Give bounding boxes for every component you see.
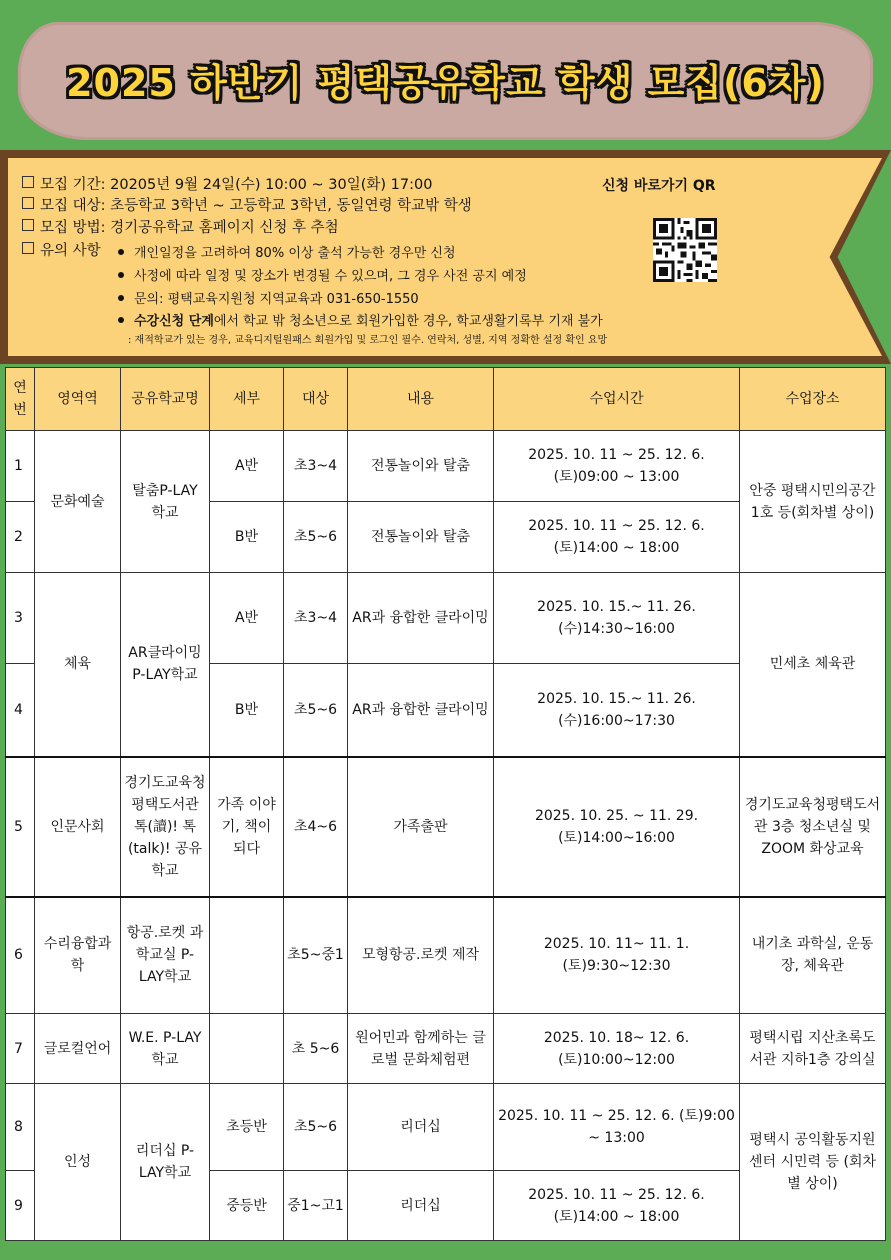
checkbox-square-icon	[22, 242, 34, 254]
cell-target: 초5~6	[284, 502, 348, 573]
cell-content: AR과 융합한 클라이밍	[348, 573, 494, 664]
table-header-row	[6, 368, 886, 431]
cell-place: 평택시립 지산초록도서관 지하1층 강의실	[740, 1014, 886, 1084]
cell-time: 2025. 10. 11~ 11. 1. (토)9:30~12:30	[494, 897, 740, 1014]
table-row	[6, 897, 886, 1014]
cell-school: 탈춤P-LAY 학교	[121, 431, 210, 573]
cell-area: 문화예술	[35, 431, 121, 573]
table-row	[6, 757, 886, 897]
cell-content: 리더십	[348, 1084, 494, 1171]
cell-place: 민세초 체육관	[740, 573, 886, 757]
info-target: 모집 대상: 초등학교 3학년 ~ 고등학교 3학년, 동일연령 학교밖 학생	[22, 194, 472, 215]
cell-time: 2025. 10. 25. ~ 11. 29. (토)14:00~16:00	[494, 757, 740, 897]
cell-no: 7	[6, 1014, 35, 1084]
header-no: 연번	[6, 368, 35, 431]
header-content: 내용	[348, 368, 494, 431]
header-target: 대상	[284, 368, 348, 431]
qr-code-icon[interactable]	[653, 218, 717, 282]
note-1: 개인일정을 고려하여 80% 이상 출석 가능한 경우만 신청	[118, 242, 456, 261]
checkbox-square-icon	[22, 219, 34, 231]
cell-target: 초4~6	[284, 757, 348, 897]
cell-detail: 가족 이야기, 책이 되다	[210, 757, 284, 897]
checkbox-square-icon	[22, 176, 34, 188]
cell-no: 5	[6, 757, 35, 897]
note-2: 사정에 따라 일정 및 장소가 변경될 수 있으며, 그 경우 사전 공지 예정	[118, 265, 527, 284]
program-table	[5, 367, 886, 1241]
cell-content: 가족출판	[348, 757, 494, 897]
cell-no: 9	[6, 1171, 35, 1241]
cell-detail: A반	[210, 431, 284, 502]
cell-time: 2025. 10. 11 ~ 25. 12. 6. (토)9:00 ~ 13:00	[494, 1084, 740, 1171]
header-school: 공유학교명	[121, 368, 210, 431]
cell-area: 인문사회	[35, 757, 121, 897]
cell-no: 4	[6, 664, 35, 757]
cell-time: 2025. 10. 11 ~ 25. 12. 6. (토)14:00 ~ 18:00	[494, 502, 740, 573]
cell-time: 2025. 10. 11 ~ 25. 12. 6. (토)14:00 ~ 18:00	[494, 1171, 740, 1241]
cell-content: 리더십	[348, 1171, 494, 1241]
bullet-icon	[118, 295, 124, 301]
cell-content: 모형항공.로켓 제작	[348, 897, 494, 1014]
sub-note: : 재적학교가 있는 경우, 교육디지털원패스 회원가입 및 로그인 필수. 연락처, 성별, 지역 정확한 설정 확인 요망	[128, 335, 608, 346]
cell-target: 초3~4	[284, 431, 348, 502]
cell-detail: B반	[210, 664, 284, 757]
table-row	[6, 1084, 886, 1171]
cell-area: 체육	[35, 573, 121, 757]
cell-school: W.E. P-LAY학교	[121, 1014, 210, 1084]
bullet-icon	[118, 249, 124, 255]
cell-target: 초5~6	[284, 664, 348, 757]
cell-no: 8	[6, 1084, 35, 1171]
cell-no: 1	[6, 431, 35, 502]
qr-label: 신청 바로가기 QR	[602, 178, 716, 194]
cell-place: 경기도교육청평택도서관 3층 청소년실 및 ZOOM 화상교육	[740, 757, 886, 897]
cell-target: 초 5~6	[284, 1014, 348, 1084]
cell-detail: 중등반	[210, 1171, 284, 1241]
cell-time: 2025. 10. 15.~ 11. 26. (수)16:00~17:30	[494, 664, 740, 757]
cell-place: 평택시 공익활동지원센터 시민력 등 (회차별 상이)	[740, 1084, 886, 1241]
cell-detail	[210, 1014, 284, 1084]
cell-content: 원어민과 함께하는 글로벌 문화체험편	[348, 1014, 494, 1084]
cell-time: 2025. 10. 15.~ 11. 26. (수)14:30~16:00	[494, 573, 740, 664]
cell-area: 글로컬언어	[35, 1014, 121, 1084]
bullet-icon	[118, 317, 124, 323]
cell-place: 안중 평택시민의공간 1호 등(회차별 상이)	[740, 431, 886, 573]
table-row	[6, 431, 886, 502]
cell-target: 중1~고1	[284, 1171, 348, 1241]
cell-school: 리더십 P-LAY학교	[121, 1084, 210, 1241]
cell-content: AR과 융합한 클라이밍	[348, 664, 494, 757]
cell-school: 경기도교육청평택도서관 톡(讀)! 톡(talk)! 공유학교	[121, 757, 210, 897]
cell-school: 항공.로켓 과학교실 P-LAY학교	[121, 897, 210, 1014]
cell-target: 초5~중1	[284, 897, 348, 1014]
info-notes-label: 유의 사항	[22, 239, 101, 260]
note-3: 문의: 평택교육지원청 지역교육과 031-650-1550	[118, 288, 419, 307]
cell-detail: B반	[210, 502, 284, 573]
header-detail: 세부	[210, 368, 284, 431]
cell-no: 2	[6, 502, 35, 573]
bullet-icon	[118, 272, 124, 278]
header-area: 영역역	[35, 368, 121, 431]
cell-no: 6	[6, 897, 35, 1014]
cell-target: 초3~4	[284, 573, 348, 664]
cell-detail: A반	[210, 573, 284, 664]
cell-place: 내기초 과학실, 운동장, 체육관	[740, 897, 886, 1014]
cell-time: 2025. 10. 18~ 12. 6. (토)10:00~12:00	[494, 1014, 740, 1084]
cell-content: 전통놀이와 탈춤	[348, 431, 494, 502]
table-row	[6, 573, 886, 664]
table-row	[6, 1014, 886, 1084]
cell-target: 초5~6	[284, 1084, 348, 1171]
page-title: 2025 하반기 평택공유학교 학생 모집(6차)	[66, 61, 825, 105]
info-method: 모집 방법: 경기공유학교 홈페이지 신청 후 추첨	[22, 216, 339, 237]
cell-area: 인성	[35, 1084, 121, 1241]
cell-content: 전통놀이와 탈춤	[348, 502, 494, 573]
cell-detail: 초등반	[210, 1084, 284, 1171]
cell-area: 수리융합과학	[35, 897, 121, 1014]
info-period: 모집 기간: 20205년 9월 24일(수) 10:00 ~ 30일(화) 17:00	[22, 173, 432, 194]
cell-no: 3	[6, 573, 35, 664]
cell-school: AR클라이밍 P-LAY학교	[121, 573, 210, 757]
cell-time: 2025. 10. 11 ~ 25. 12. 6. (토)09:00 ~ 13:00	[494, 431, 740, 502]
checkbox-square-icon	[22, 197, 34, 209]
header-time: 수업시간	[494, 368, 740, 431]
cell-detail	[210, 897, 284, 1014]
header-place: 수업장소	[740, 368, 886, 431]
note-4: 수강신청 단계에서 학교 밖 청소년으로 회원가입한 경우, 학교생활기록부 기재 불가	[118, 310, 603, 329]
